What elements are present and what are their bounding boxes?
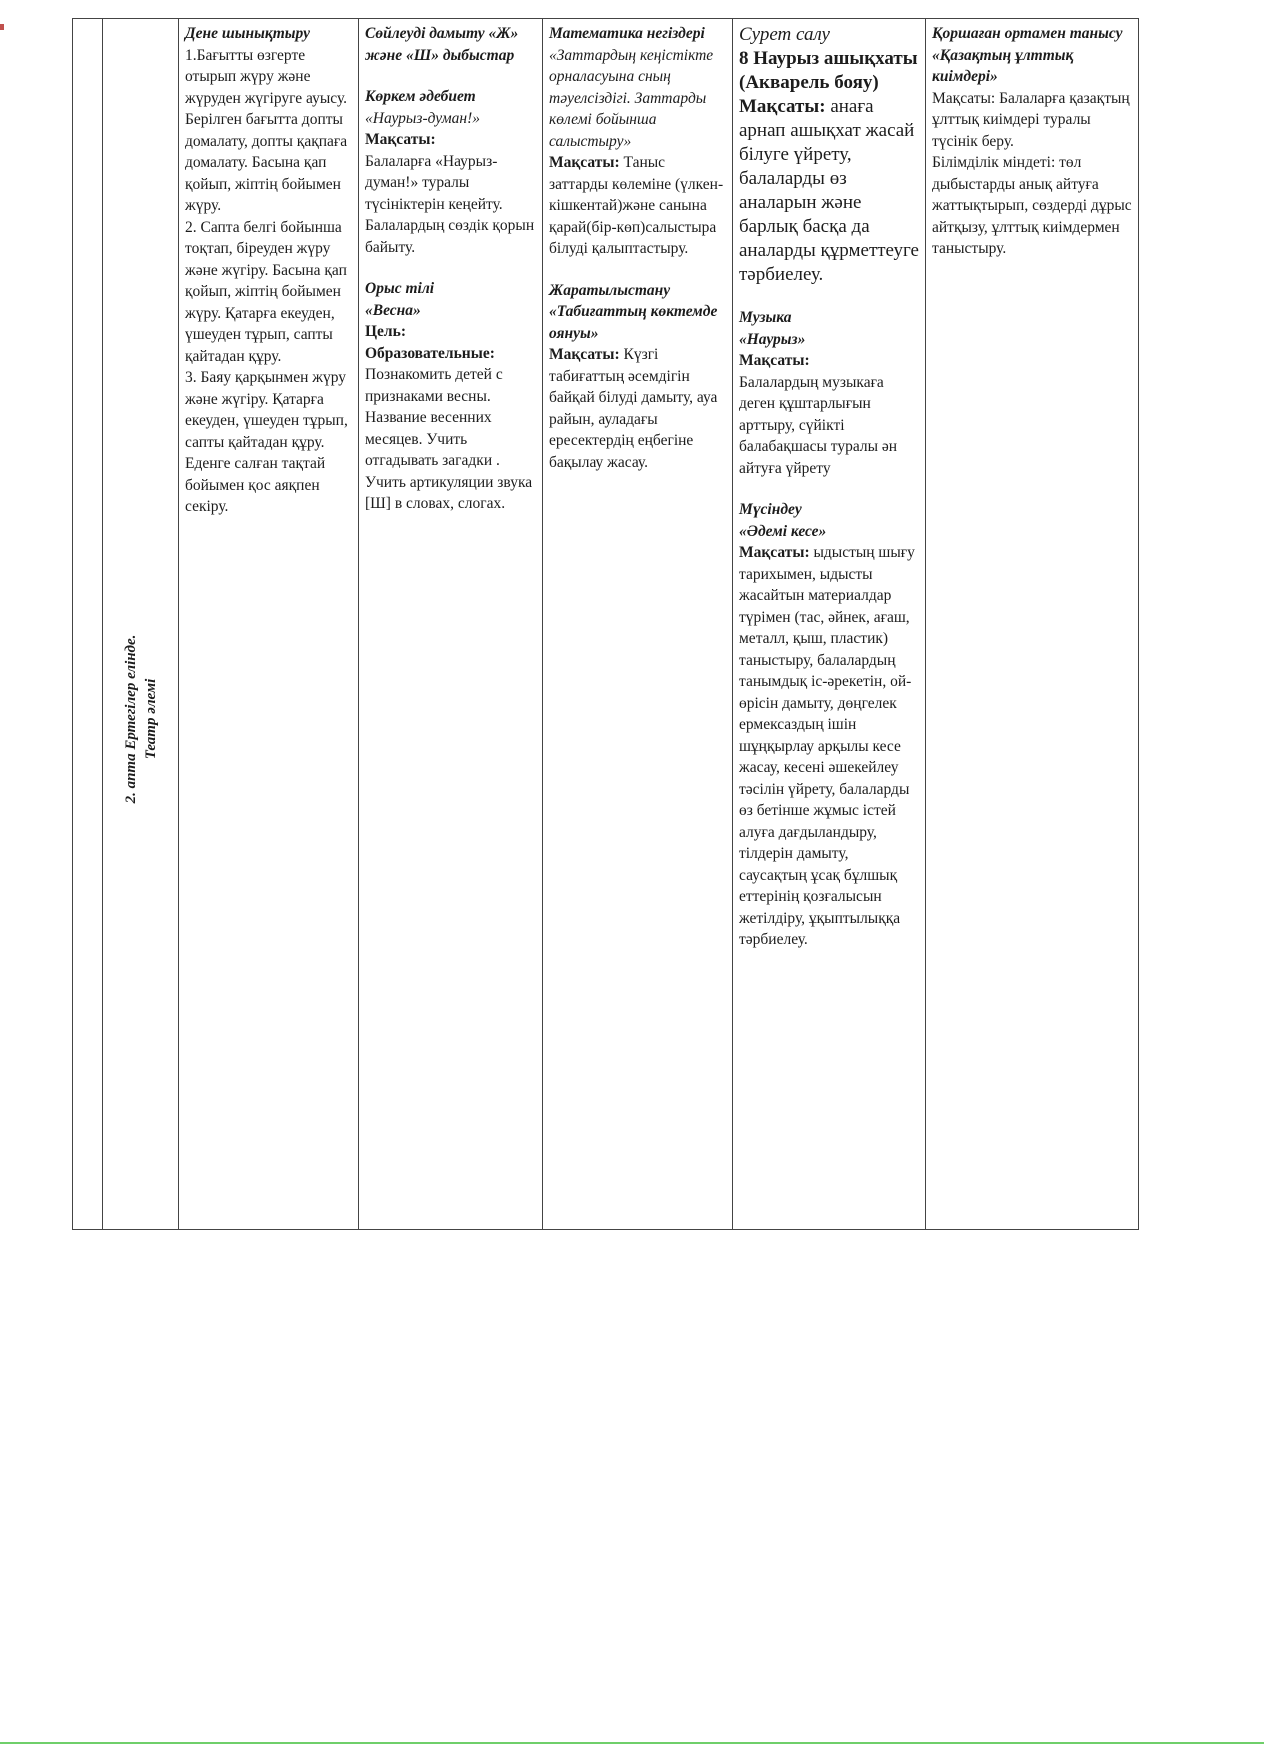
drawing-goal: анаға арнап ашықхат жасай білуге үйрету, балаларды өз аналарын және барлық басқа да аналарды құрметтеуге тәрбиелеу. <box>739 96 919 285</box>
speech-subject: Сөйлеуді дамыту «Ж» және «Ш» дыбыстар <box>365 25 519 64</box>
week-cell <box>103 19 179 1230</box>
pe-exercise-1: 1.Бағытты өзгерте отырып жүру және жүруден жүгіруге ауысу. Берілген бағытта допты домалату, допты қақпаға домалату. Басына қап қойып, жіптің бойымен жүру. <box>185 46 348 214</box>
russian-subject: Орыс тілі <box>365 280 435 297</box>
music-goal-label: Мақсаты: <box>739 352 810 369</box>
empty-cell <box>73 19 103 1230</box>
math-topic: «Заттардың кеңістікте орналасуына сның тәуелсіздігі. Заттарды көлемі бойынша салыстыру» <box>549 46 714 150</box>
lesson-plan-table <box>72 18 1139 1230</box>
speech-cell <box>359 19 543 1230</box>
math-subject: Математика негіздері <box>549 25 705 42</box>
literature-topic: «Наурыз-думан!» <box>365 109 480 127</box>
music-subject: Музыка <box>739 309 792 326</box>
literature-goal-label: Мақсаты: <box>365 131 436 148</box>
math-goal: Таныс заттарды көлеміне (үлкен-кішкентай)және санына қарай(бір-көп)салыстыра білуді қалыптастыру. <box>549 154 724 257</box>
nature-subject: Жаратылыстану <box>549 281 671 299</box>
russian-goal: Познакомить детей с признаками весны. Название весенних месяцев. Учить отгадывать загадки . Учить артикуляции звука [Ш] в словах, слогах. <box>365 366 533 512</box>
scan-edge-line <box>0 1742 1264 1744</box>
drawing-topic: 8 Наурыз ашықхаты (Акварель бояу) <box>739 48 918 93</box>
music-goal: Балалардың музыкаға деген құштарлығын арттыру, сүйікті балабақшасы туралы ән айтуға үйрету <box>739 373 898 477</box>
pe-exercise-2: 2. Сапта белгі бойынша тоқтап, біреуден жүру және жүгіру. Басына қап қойып, жіптің бойымен жүру. Қатарға екеуден, үшеуден тұрып, сапты қайтадан құру. <box>185 218 347 365</box>
music-topic: «Наурыз» <box>739 330 806 348</box>
math-goal-label: Мақсаты: <box>549 154 620 171</box>
art-cell <box>733 19 926 1230</box>
russian-goal-label: Цель: Образовательные: <box>365 323 495 362</box>
sculpting-goal: ыдыстың шығу тарихымен, ыдысты жасайтын материалдар түрімен (тас, әйнек, ағаш, металл, қыш, пластик) таныстыру, балалардың танымдық іс-әрекетін, ой-өрісін дамыту, дөңгелек ермексаздың ішін шұңқырлау арқылы кесе жасау, кесені әшекейлеу тәсілін үйрету, балаларды өз бетінше жұмыс істей алуға дағдыландыру, тілдерін дамыту, саусақтың ұсақ бұлшық еттерінің қозғалысын жетілдіру, ұқыптылыққа тәрбиелеу. <box>739 544 915 948</box>
table-row <box>73 19 1139 1230</box>
pe-exercise-3: 3. Баяу қарқынмен жүру және жүгіру. Қатарға екеуден, үшеуден тұрып, сапты қайтадан құру. Еденге салған тақтай бойымен қос аяқпен секіру. <box>185 369 348 515</box>
environment-task: Білімділік міндеті: төл дыбыстарды анық айтуға жаттықтырып, сөздерді дұрыс айтқызу, ұлттық киімдермен таныстыру. <box>932 154 1132 257</box>
pe-subject: Дене шынықтыру <box>185 25 310 42</box>
math-cell <box>543 19 733 1230</box>
drawing-subject: Сурет салу <box>739 24 830 45</box>
environment-goal: Мақсаты: Балаларға қазақтың ұлттық киімдері туралы түсінік беру. <box>932 89 1130 150</box>
sculpting-subject: Мүсіндеу <box>739 501 802 518</box>
week-label <box>121 635 161 804</box>
environment-topic: «Қазақтың ұлттық киімдері» <box>932 46 1074 85</box>
drawing-goal-label: Мақсаты: <box>739 96 826 117</box>
environment-subject: Қоршаған ортамен танысу <box>932 25 1123 42</box>
sculpting-goal-label: Мақсаты: <box>739 544 810 561</box>
scan-mark <box>0 24 4 30</box>
sculpting-topic: «Әдемі кесе» <box>739 522 827 540</box>
nature-topic: «Табиғаттың көктемде оянуы» <box>549 303 718 342</box>
literature-goal: Балаларға «Наурыз-думан!» туралы түсініктерін кеңейту. Балалардың сөздік қорын байыту. <box>365 152 535 256</box>
pe-cell <box>179 19 359 1230</box>
week-subtitle: Театр әлемі <box>143 678 159 760</box>
literature-subject: Көркем әдебиет <box>365 88 476 105</box>
week-title: 2. апта Ертегілер елінде. <box>123 634 139 804</box>
nature-goal: Күзгі табиғаттың әсемдігін байқай білуді дамыту, ауа райын, ауладағы ересектердің еңбегіне бақылау жасау. <box>549 346 718 471</box>
environment-cell <box>926 19 1139 1230</box>
russian-topic: «Весна» <box>365 301 421 319</box>
nature-goal-label: Мақсаты: <box>549 346 620 363</box>
